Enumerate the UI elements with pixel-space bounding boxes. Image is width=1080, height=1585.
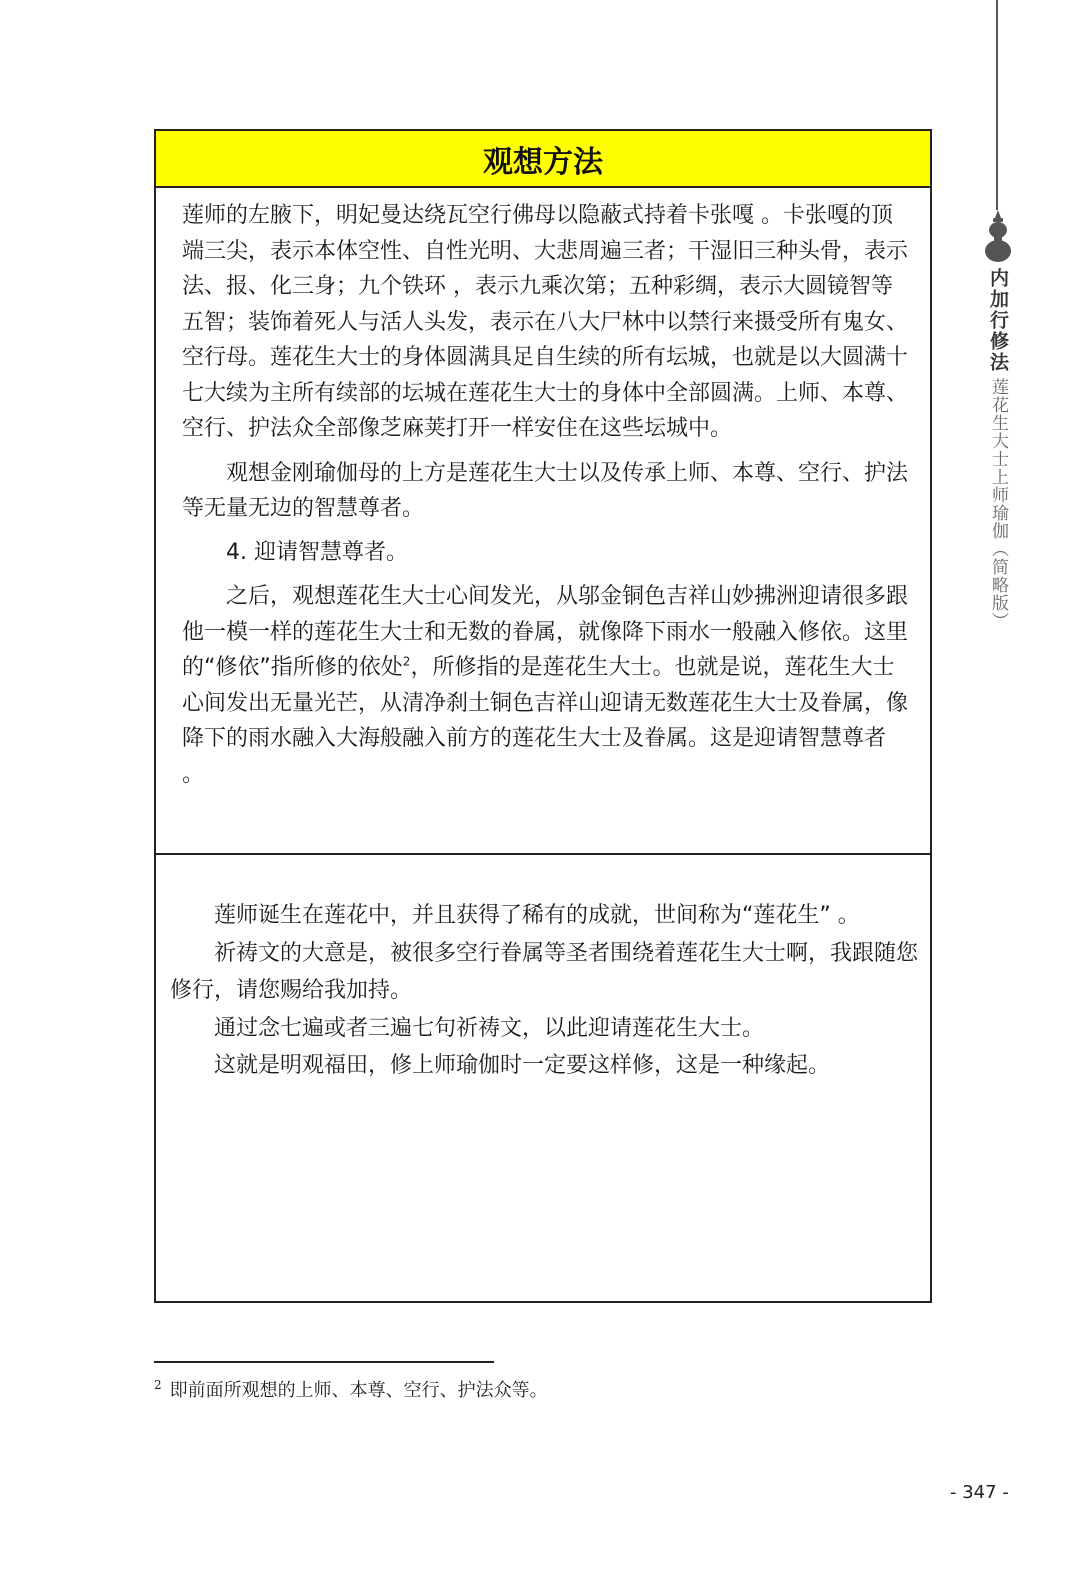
chapter-title: 内加行修法 bbox=[987, 268, 1009, 373]
footnote-text: 即前面所观想的上师、本尊、空行、护法众等。 bbox=[169, 1380, 548, 1401]
footnote-divider bbox=[154, 1361, 494, 1363]
footnote bbox=[154, 1376, 548, 1402]
paragraph: 通过念七遍或者三遍七句祈祷文，以此迎请莲花生大士。 bbox=[214, 1015, 765, 1041]
paragraph-text: ，所修指的是莲花生大士。也就是说，莲花生大士心间发出无量光芒，从清净刹土铜色吉祥山迎请无数莲花生大士及眷属，像降下的雨水融入大海般融入前方的莲花生大士及眷属。这是迎请智慧尊者 。 bbox=[182, 655, 909, 787]
paragraph: 莲师诞生在莲花中，并且获得了稀有的成就，世间称为“莲花生” 。 bbox=[214, 903, 860, 928]
vase-ornament-icon bbox=[982, 208, 1014, 266]
paragraph bbox=[182, 579, 912, 792]
section-heading: 4. 迎请智慧尊者。 bbox=[226, 539, 408, 565]
footnote-ref: 2 bbox=[402, 654, 411, 669]
paragraph-text: 之后，观想莲花生大士心间发光，从邬金铜色吉祥山妙拂洲迎请很多跟他一模一样的莲花生大士和无数的眷属，就像降下雨水一般融入修依。这里的“修依”指所修的依处 bbox=[182, 584, 909, 680]
margin-rule bbox=[996, 0, 998, 210]
paragraph: 这就是明观福田，修上师瑜伽时一定要这样修，这是一种缘起。 bbox=[214, 1053, 831, 1078]
box-body bbox=[156, 855, 930, 1085]
paragraph: 莲师的左腋下，明妃曼达绕瓦空行佛母以隐蔽式持着卡张嘎 。卡张嘎的顶端三尖，表示本体空性、自性光明、大悲周遍三者；干湿旧三种头骨，表示法、报、化三身；九个铁环 ，表示九乘次第；五种彩绸，表示大圆镜智等五智；装饰着死人与活人头发，表示在八大尸林中以禁行来摄受所有鬼女、空行母。莲花生大士的身体圆满具足自生续的所有坛城，也就是以大圆满十七大续为主所有续部的坛城在莲花生大士的身体中全部圆满。上师、本尊、空行、护法众全部像芝麻荚打开一样安住在这些坛城中。 bbox=[182, 203, 909, 441]
paragraph: 观想金刚瑜伽母的上方是莲花生大士以及传承上师、本尊、空行、护法等无量无边的智慧尊者。 bbox=[182, 460, 909, 521]
explanation-box bbox=[154, 853, 932, 1303]
paragraph: 祈祷文的大意是，被很多空行眷属等圣者围绕着莲花生大士啊，我跟随您修行，请您赐给我加持。 bbox=[170, 940, 919, 1003]
page-number: - 347 - bbox=[950, 1482, 1009, 1503]
footnote-number: 2 bbox=[154, 1378, 162, 1392]
section-subtitle: 莲花生大士上师瑜伽（简略版） bbox=[988, 378, 1008, 630]
visualization-box bbox=[154, 129, 932, 855]
box-title: 观想方法 bbox=[156, 131, 930, 188]
box-body bbox=[156, 188, 930, 792]
